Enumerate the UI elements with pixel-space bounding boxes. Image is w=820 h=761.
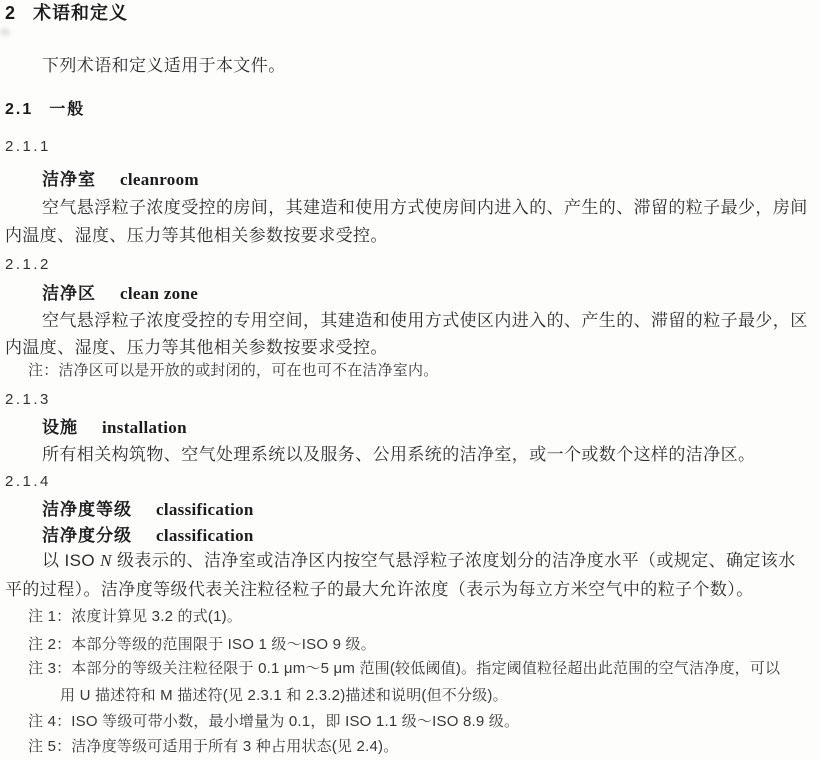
scan-smudge [0,28,10,36]
subsection-title: 一般 [49,101,86,118]
term-zh-classification-2: 洁净度分级 [42,526,132,545]
definition-classification-line1 [42,551,796,571]
term-line-classification-1 [42,500,254,520]
term-line-installation [42,418,187,438]
term-line-clean-zone [42,284,198,304]
term-zh-classification-1: 洁净度等级 [42,500,132,519]
note-4: 注 4：ISO 等级可带小数，最小增量为 0.1，即 ISO 1.1 级～ISO 8.9 级。 [28,713,520,730]
definition-classification-line1-post: 级表示的、洁净室或洁净区内按空气悬浮粒子浓度划分的洁净度水平（或规定、确定该水 [111,551,796,570]
section-heading [5,3,128,25]
term-en-clean-zone: clean zone [120,284,199,303]
definition-clean-zone-line2: 内温度、湿度、压力等其他相关参数按要求受控。 [5,338,388,357]
term-number-2-1-4: 2.1.4 [5,473,51,490]
note-3-line1: 注 3：本部分的等级关注粒径限于 0.1 μm～5 μm 范围(较低阈值)。指定阈值粒径超出此范围的空气洁净度，可以 [28,660,781,677]
term-number-2-1-3: 2.1.3 [5,391,51,408]
definition-classification-italic-n: N [100,551,112,570]
term-line-classification-2 [42,526,254,546]
term-en-installation: installation [102,418,187,437]
note-clean-zone: 注：洁净区可以是开放的或封闭的，可在也可不在洁净室内。 [28,362,439,379]
definition-installation: 所有相关构筑物、空气处理系统以及服务、公用系统的洁净室，或一个或数个这样的洁净区。 [42,445,756,464]
subsection-heading [5,100,85,119]
section-number: 2 [5,3,16,23]
definition-clean-zone-line1: 空气悬浮粒子浓度受控的专用空间，其建造和使用方式使区内进入的、产生的、滞留的粒子最少，区 [42,311,808,330]
section-title: 术语和定义 [33,3,129,23]
term-zh-clean-zone: 洁净区 [42,284,96,303]
subsection-number: 2.1 [5,101,34,118]
definition-classification-line2: 平的过程）。洁净度等级代表关注粒径粒子的最大允许浓度（表示为每立方米空气中的粒子个数）。 [5,580,754,599]
intro-paragraph: 下列术语和定义适用于本文件。 [42,56,286,75]
note-1: 注 1：浓度计算见 3.2 的式(1)。 [28,608,243,625]
term-en-cleanroom: cleanroom [120,170,199,189]
definition-classification-line1-pre: 以 ISO [42,551,101,570]
term-line-cleanroom [42,170,199,190]
note-2: 注 2：本部分等级的范围限于 ISO 1 级～ISO 9 级。 [28,636,376,653]
definition-cleanroom-line2: 内温度、湿度、压力等其他相关参数按要求受控。 [5,226,388,245]
term-en-classification-2: classification [156,526,254,545]
definition-cleanroom-line1: 空气悬浮粒子浓度受控的房间，其建造和使用方式使房间内进入的、产生的、滞留的粒子最少，房间 [42,198,808,217]
note-3-line2: 用 U 描述符和 M 描述符(见 2.3.1 和 2.3.2)描述和说明(但不分级)。 [60,687,508,704]
term-zh-cleanroom: 洁净室 [42,170,96,189]
note-5: 注 5：洁净度等级可适用于所有 3 种占用状态(见 2.4)。 [28,738,399,755]
term-number-2-1-1: 2.1.1 [5,138,51,155]
term-zh-installation: 设施 [42,418,78,437]
term-en-classification-1: classification [156,500,254,519]
term-number-2-1-2: 2.1.2 [5,256,51,273]
